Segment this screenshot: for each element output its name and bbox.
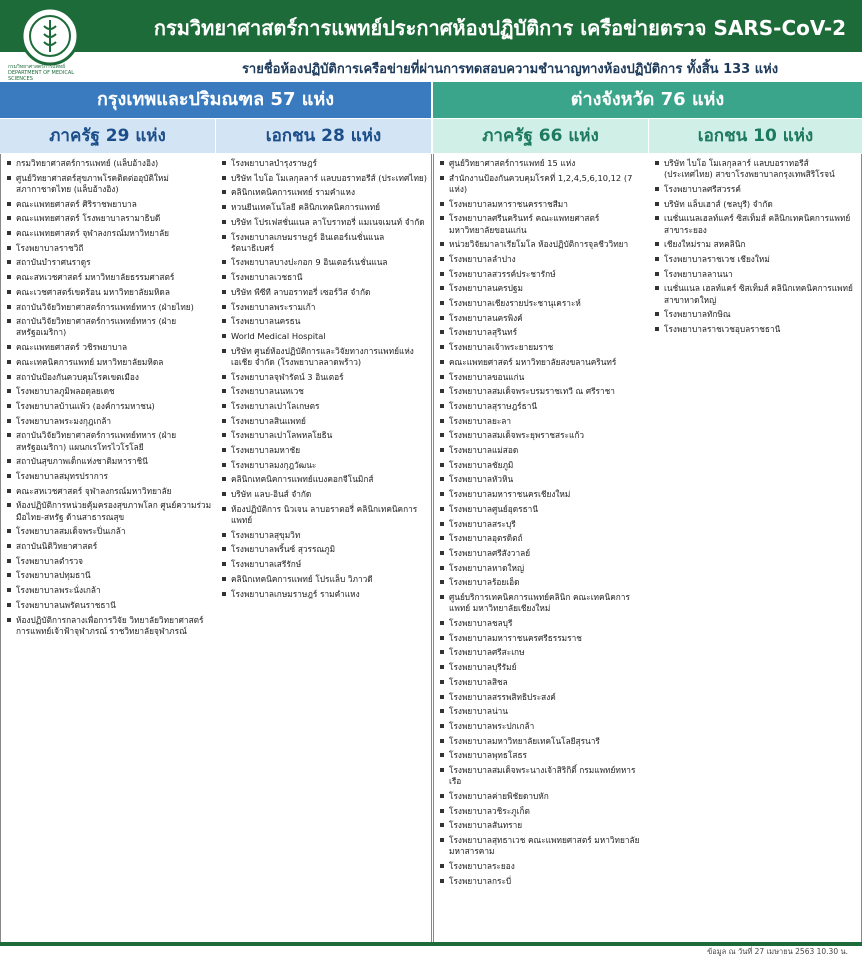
- list-prov-private: [649, 154, 862, 942]
- list-item: โรงพยาบาลค่ายพิชัยดาบหัก: [440, 791, 645, 802]
- list-item: โรงพยาบาลมงกุฎวัฒนะ: [222, 460, 427, 471]
- list-item: โรงพยาบาลศรีสะเกษ: [440, 647, 645, 658]
- list-item: คลินิกเทคนิคการแพทย์แบงคอกจีโนมิกส์: [222, 474, 427, 485]
- list-item: โรงพยาบาลพริ้นซ์ สุวรรณภูมิ: [222, 544, 427, 555]
- list-item: โรงพยาบาลบางปะกอก 9 อินเตอร์เนชั่นแนล: [222, 257, 427, 268]
- list-item: โรงพยาบาลกระบี่: [440, 876, 645, 887]
- list-item: โรงพยาบาลน่าน: [440, 706, 645, 717]
- list-item: คณะเวชศาสตร์เขตร้อน มหาวิทยาลัยมหิดล: [7, 287, 212, 298]
- list-item: โรงพยาบาลบุรีรัมย์: [440, 662, 645, 673]
- list-item: โรงพยาบาลราชเวช เชียงใหม่: [655, 254, 857, 265]
- list-item: โรงพยาบาลพุทธโสธร: [440, 750, 645, 761]
- list-item: ศูนย์วิทยาศาสตร์การแพทย์ 15 แห่ง: [440, 158, 645, 169]
- list-item: เนชั่นแนลเฮลท์แคร์ ซิสเท็มส์ คลินิกเทคนิคการแพทย์ สาขาระยอง: [655, 213, 857, 235]
- list-item: โรงพยาบาลแม่สอด: [440, 445, 645, 456]
- list-item: โรงพยาบาลเกษมราษฎร์ รามคำแหง: [222, 589, 427, 600]
- list-item: โรงพยาบาลพระมงกุฎเกล้า: [7, 416, 212, 427]
- list-item: โรงพยาบาลพระรามเก้า: [222, 302, 427, 313]
- list-item: สถาบันสุขภาพเด็กแห่งชาติมหาราชินี: [7, 456, 212, 467]
- page-subtitle: รายชื่อห้องปฏิบัติการเครือข่ายที่ผ่านการทดสอบความชำนาญทางห้องปฏิบัติการ ทั้งสิ้น 133 แห่ง: [241, 62, 779, 77]
- list-item: โรงพยาบาลสุราษฎร์ธานี: [440, 401, 645, 412]
- list-item: สถาบันนิติวิทยาศาสตร์: [7, 541, 212, 552]
- list-item: โรงพยาบาลเปาโลพหลโยธิน: [222, 430, 427, 441]
- list-item: บริษัท ไบโอ โมเลกุลลาร์ แลบบอราทอรีส์ (ประเทศไทย) สาขาโรงพยาบาลกรุงเทพสิริโรจน์: [655, 158, 857, 180]
- list-item: โรงพยาบาลราชวิถี: [7, 243, 212, 254]
- list-item: ศูนย์บริการเทคนิคการแพทย์คลินิก คณะเทคนิคการแพทย์ มหาวิทยาลัยเชียงใหม่: [440, 592, 645, 614]
- list-prov-public: [433, 154, 650, 942]
- list-item: โรงพยาบาลนครปฐม: [440, 283, 645, 294]
- list-item: ศูนย์วิทยาศาสตร์สุขภาพโรคติดต่ออุบัติใหม่ สภากาชาดไทย (แล็บอ้างอิง): [7, 173, 212, 195]
- list-item: โรงพยาบาลศรีสังวาลย์: [440, 548, 645, 559]
- list-item: โรงพยาบาลภูมิพลอดุลยเดช: [7, 386, 212, 397]
- list-item: บริษัท โปรเฟสชั่นแนล ลาโบราทอรี่ แมเนจเมนท์ จำกัด: [222, 217, 427, 228]
- list-item: โรงพยาบาลสมุทรปราการ: [7, 471, 212, 482]
- list-item: โรงพยาบาลเวชธานี: [222, 272, 427, 283]
- list-item: สถาบันวิจัยวิทยาศาสตร์การแพทย์ทหาร (ฝ่ายไทย): [7, 302, 212, 313]
- list-item: โรงพยาบาลยะลา: [440, 416, 645, 427]
- list-item: บริษัท ไบโอ โมเลกุลลาร์ แลบบอราทอรีส์ (ประเทศไทย): [222, 173, 427, 184]
- column-heading-prov-private: เอกชน 10 แห่ง: [649, 119, 862, 153]
- list-item: โรงพยาบาลพระนั่งเกล้า: [7, 585, 212, 596]
- list-item: โรงพยาบาลสินแพทย์: [222, 416, 427, 427]
- list-item: บริษัท แลบ-อินส์ จำกัด: [222, 489, 427, 500]
- logo-caption: กรมวิทยาศาสตร์การแพทย์ DEPARTMENT OF MEDICAL SCIENCES: [8, 64, 75, 82]
- list-item: โรงพยาบาลสิชล: [440, 677, 645, 688]
- list-item: เชียงใหม่ราม สหคลินิก: [655, 239, 857, 250]
- list-item: คณะสหเวชศาสตร์ จุฬาลงกรณ์มหาวิทยาลัย: [7, 486, 212, 497]
- list-item: คณะสหเวชศาสตร์ มหาวิทยาลัยธรรมศาสตร์: [7, 272, 212, 283]
- list-item: โรงพยาบาลลานนา: [655, 269, 857, 280]
- list-item: โรงพยาบาลปทุมธานี: [7, 570, 212, 581]
- list-item: คณะเทคนิคการแพทย์ มหาวิทยาลัยมหิดล: [7, 357, 212, 368]
- list-item: โรงพยาบาลสมเด็จพระนางเจ้าสิริกิติ์ กรมแพทย์ทหารเรือ: [440, 765, 645, 787]
- list-item: โรงพยาบาลนพรัตนราชธานี: [7, 600, 212, 611]
- list-item: โรงพยาบาลหัวหิน: [440, 474, 645, 485]
- list-item: คณะแพทยศาสตร์ จุฬาลงกรณ์มหาวิทยาลัย: [7, 228, 212, 239]
- dmsc-logo-icon: [20, 6, 80, 66]
- list-item: โรงพยาบาลนครธน: [222, 316, 427, 327]
- list-item: สถาบันวิจัยวิทยาศาสตร์การแพทย์ทหาร (ฝ่ายสหรัฐอเมริกา) แผนกเรโทรไวโรโลยี: [7, 430, 212, 452]
- page-title: กรมวิทยาศาสตร์การแพทย์ประกาศห้องปฏิบัติการ เครือข่ายตรวจ SARS-CoV-2: [153, 16, 847, 40]
- header: [0, 0, 862, 82]
- list-item: สำนักงานป้องกันควบคุมโรคที่ 1,2,4,5,6,10,12 (7 แห่ง): [440, 173, 645, 195]
- list-item: โรงพยาบาลชัยภูมิ: [440, 460, 645, 471]
- region-provinces: ต่างจังหวัด 76 แห่ง: [433, 82, 862, 118]
- list-item: บริษัท แล็บเฮาส์ (ชลบุรี) จำกัด: [655, 199, 857, 210]
- list-item: World Medical Hospital: [222, 331, 427, 342]
- list-item: โรงพยาบาลตำรวจ: [7, 556, 212, 567]
- list-item: โรงพยาบาลสมเด็จพระบรมราชเทวี ณ ศรีราชา: [440, 386, 645, 397]
- list-item: โรงพยาบาลมหาวิทยาลัยเทคโนโลยีสุรนารี: [440, 736, 645, 747]
- list-item: โรงพยาบาลศรีนครินทร์ คณะแพทยศาสตร์ มหาวิทยาลัยขอนแก่น: [440, 213, 645, 235]
- list-item: โรงพยาบาลระยอง: [440, 861, 645, 872]
- list-item: สถาบันบำราศนราดูร: [7, 257, 212, 268]
- list-item: บริษัท พีซีที ลาบอราทอรี่ เซอร์วิส จำกัด: [222, 287, 427, 298]
- list-item: โรงพยาบาลสวรรค์ประชารักษ์: [440, 269, 645, 280]
- list-item: โรงพยาบาลมหาราชนครศรีธรรมราช: [440, 633, 645, 644]
- list-item: โรงพยาบาลทักษิณ: [655, 309, 857, 320]
- list-item: โรงพยาบาลศรีสวรรค์: [655, 184, 857, 195]
- list-item: คณะแพทยศาสตร์ มหาวิทยาลัยสงขลานครินทร์: [440, 357, 645, 368]
- list-item: โรงพยาบาลศูนย์อุดรธานี: [440, 504, 645, 515]
- list-item: โรงพยาบาลนนทเวช: [222, 386, 427, 397]
- list-item: สถาบันป้องกันควบคุมโรคเขตเมือง: [7, 372, 212, 383]
- list-item: คลินิกเทคนิคการแพทย์ รามคำแหง: [222, 187, 427, 198]
- list-item: คณะแพทยศาสตร์ โรงพยาบาลรามาธิบดี: [7, 213, 212, 224]
- list-item: โรงพยาบาลเปาโลเกษตร: [222, 401, 427, 412]
- list-item: โรงพยาบาลจุฬารัตน์ 3 อินเตอร์: [222, 372, 427, 383]
- list-item: โรงพยาบาลสรรพสิทธิประสงค์: [440, 692, 645, 703]
- data-date-note: ข้อมูล ณ วันที่ 27 เมษายน 2563 10.30 น.: [707, 947, 848, 956]
- list-item: โรงพยาบาลมหาราชนครเชียงใหม่: [440, 489, 645, 500]
- list-item: เนชั่นแนล เฮลท์แคร์ ซิสเท็มส์ คลินิกเทคนิคการแพทย์ สาขาหาดใหญ่: [655, 283, 857, 305]
- list-item: บริษัท ศูนย์ห้องปฏิบัติการและวิจัยทางการแพทย์แห่งเอเชีย จำกัด (โรงพยาบาลลาดพร้าว): [222, 346, 427, 368]
- list-item: โรงพยาบาลบำรุงราษฎร์: [222, 158, 427, 169]
- list-bkk-public: [0, 154, 217, 942]
- list-item: สถาบันวิจัยวิทยาศาสตร์การแพทย์ทหาร (ฝ่ายสหรัฐอเมริกา): [7, 316, 212, 338]
- list-item: โรงพยาบาลสันทราย: [440, 820, 645, 831]
- list-item: โรงพยาบาลสมเด็จพระยุพราชสระแก้ว: [440, 430, 645, 441]
- list-item: โรงพยาบาลชลบุรี: [440, 618, 645, 629]
- list-item: โรงพยาบาลเสรีรักษ์: [222, 559, 427, 570]
- list-item: โรงพยาบาลเชียงรายประชานุเคราะห์: [440, 298, 645, 309]
- list-item: โรงพยาบาลอุตรดิตถ์: [440, 533, 645, 544]
- list-item: โรงพยาบาลสระบุรี: [440, 519, 645, 530]
- list-item: โรงพยาบาลราชเวชอุบลราชธานี: [655, 324, 857, 335]
- list-item: โรงพยาบาลขอนแก่น: [440, 372, 645, 383]
- list-item: ห้องปฏิบัติการกลางเพื่อการวิจัย วิทยาลัยวิทยาศาสตร์การแพทย์เจ้าฟ้าจุฬาภรณ์ ราชวิทยาลัยจุฬาภรณ์: [7, 615, 212, 637]
- region-bangkok: กรุงเทพและปริมณฑล 57 แห่ง: [0, 82, 431, 118]
- list-item: โรงพยาบาลลำปาง: [440, 254, 645, 265]
- column-heading-prov-public: ภาครัฐ 66 แห่ง: [433, 119, 648, 153]
- list-item: โรงพยาบาลเจ้าพระยายมราช: [440, 342, 645, 353]
- list-item: โรงพยาบาลนครพิงค์: [440, 313, 645, 324]
- list-item: โรงพยาบาลมหาราชนครราชสีมา: [440, 199, 645, 210]
- list-item: โรงพยาบาลพระปกเกล้า: [440, 721, 645, 732]
- column-heading-bkk-private: เอกชน 28 แห่ง: [216, 119, 431, 153]
- list-item: คณะแพทยศาสตร์ ศิริราชพยาบาล: [7, 199, 212, 210]
- column-heading-bkk-public: ภาครัฐ 29 แห่ง: [0, 119, 215, 153]
- list-item: โรงพยาบาลร้อยเอ็ด: [440, 577, 645, 588]
- list-item: หวนยีนเทคโนโลยี คลินิกเทคนิคการแพทย์: [222, 202, 427, 213]
- list-item: ห้องปฏิบัติการหน่วยคุ้มครองสุขภาพโลก ศูนย์ความร่วมมือไทย-สหรัฐ ด้านสาธารณสุข: [7, 500, 212, 522]
- list-item: ห้องปฏิบัติการ นิวเจน ลาบอราตอรี่ คลินิกเทคนิคการแพทย์: [222, 504, 427, 526]
- list-item: โรงพยาบาลมหาชัย: [222, 445, 427, 456]
- list-item: กรมวิทยาศาสตร์การแพทย์ (แล็บอ้างอิง): [7, 158, 212, 169]
- list-item: คณะแพทยศาสตร์ วชิรพยาบาล: [7, 342, 212, 353]
- list-item: คลินิกเทคนิคการแพทย์ โปรแล็บ วิภาวดี: [222, 574, 427, 585]
- list-item: หน่วยวิจัยมาลาเรียโมโล ห้องปฏิบัติการจุลชีววิทยา: [440, 239, 645, 250]
- list-item: โรงพยาบาลสุขุมวิท: [222, 530, 427, 541]
- list-item: โรงพยาบาลสมเด็จพระปิ่นเกล้า: [7, 526, 212, 537]
- list-item: โรงพยาบาลเกษมราษฎร์ อินเตอร์เนชั่นแนล รัตนาธิเบศร์: [222, 232, 427, 254]
- list-item: โรงพยาบาลสุทธาเวช คณะแพทยศาสตร์ มหาวิทยาลัยมหาสารคาม: [440, 835, 645, 857]
- list-item: โรงพยาบาลหาดใหญ่: [440, 563, 645, 574]
- list-bkk-private: [216, 154, 432, 942]
- list-item: โรงพยาบาลวชิระภูเก็ต: [440, 806, 645, 817]
- list-item: โรงพยาบาลบ้านแพ้ว (องค์การมหาชน): [7, 401, 212, 412]
- list-item: โรงพยาบาลสุรินทร์: [440, 327, 645, 338]
